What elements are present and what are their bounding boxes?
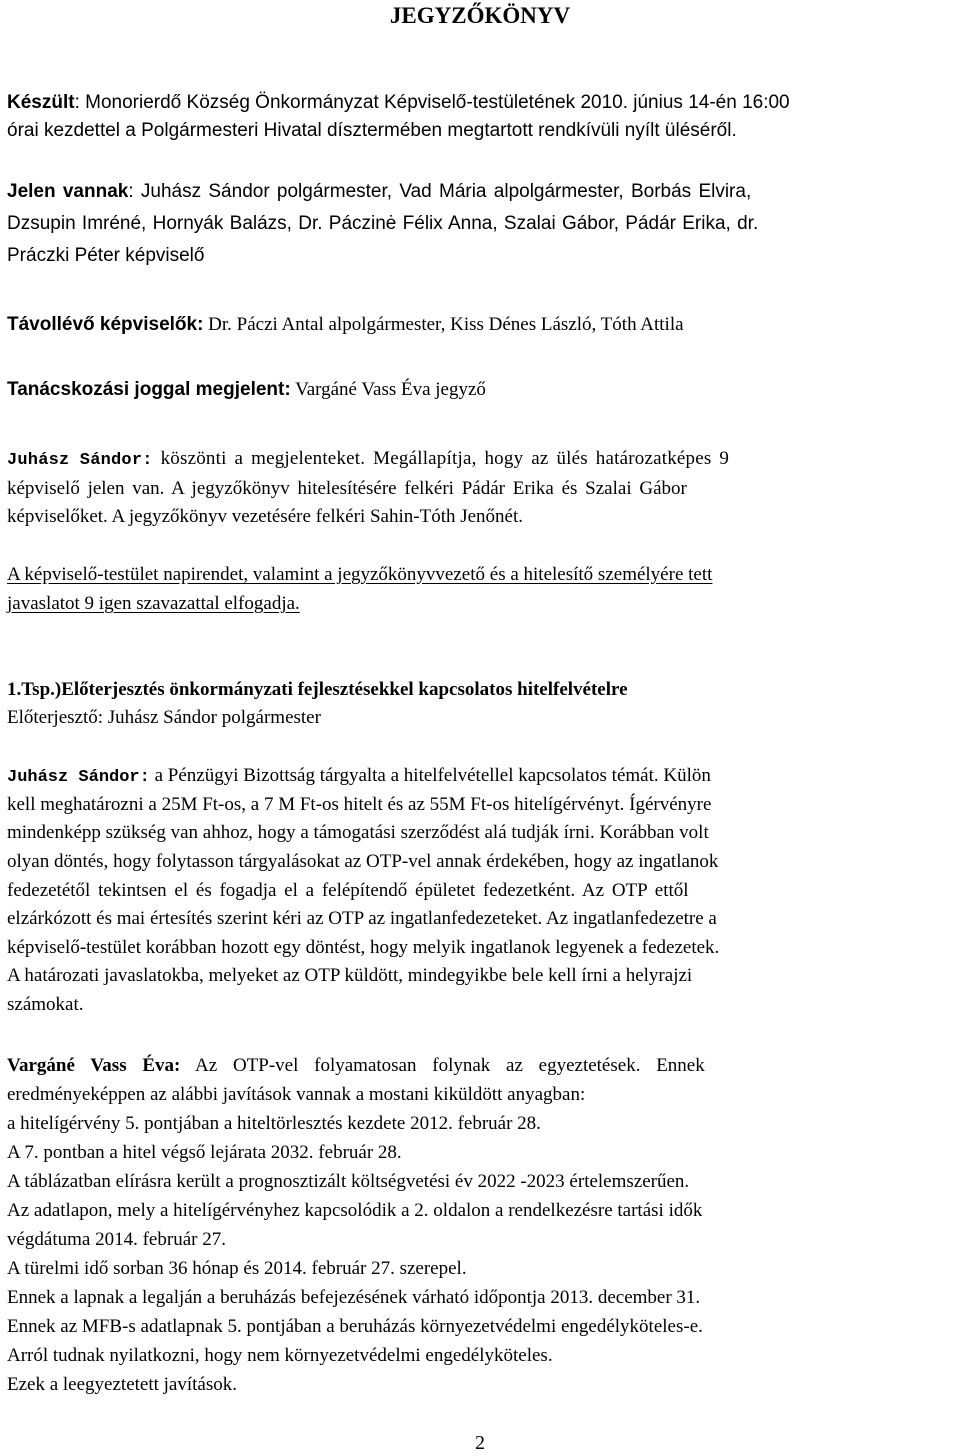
juhasz2-line-8: A határozati javaslatokba, melyeket az OTP küldött, mindegyikbe bele kell írni a helyrajzi (7, 965, 693, 986)
keszult-line-1 (7, 93, 790, 112)
tavollevo-line (7, 315, 684, 334)
juhasz2-label: Juhász Sándor: (7, 768, 150, 787)
juhasz1-line-3: képviselőket. A jegyzőkönyv vezetésére felkéri Sahin-Tóth Jenőnét. (7, 506, 524, 527)
vargane-line-7: végdátuma 2014. február 27. (7, 1229, 226, 1250)
vargane-line-11: Arról tudnak nyilatkozni, hogy nem környezetvédelmi engedélyköteles. (7, 1345, 553, 1366)
vargane-text-1: Az OTP-vel folyamatosan folynak az egyeztetések. Ennek (180, 1055, 705, 1076)
keszult-line-2: órai kezdettel a Polgármesteri Hivatal dísztermében megtartott rendkívüli nyílt üléséről. (7, 120, 737, 141)
vargane-line-6: Az adatlapon, mely a hitelígérvényhez kapcsolódik a 2. oldalon a rendelkezésre tartási idők (7, 1200, 703, 1221)
tanacskozasi-text: Vargáné Vass Éva jegyző (290, 379, 486, 400)
document-title: JEGYZŐKÖNYV (389, 3, 571, 28)
vargane-line-3: a hitelígérvény 5. pontjában a hiteltörlesztés kezdete 2012. február 28. (7, 1113, 541, 1134)
juhasz2-line-1 (7, 766, 711, 786)
juhasz2-text-1: a Pénzügyi Bizottság tárgyalta a hitelfelvétellel kapcsolatos témát. Külön (149, 765, 711, 786)
tavollevo-text: Dr. Páczi Antal alpolgármester, Kiss Dénes László, Tóth Attila (203, 314, 684, 335)
tanacskozasi-label: Tanácskozási joggal megjelent: (7, 379, 291, 400)
juhasz2-line-9: számokat. (7, 994, 84, 1015)
juhasz1-line-2: képviselő jelen van. A jegyzőkönyv hitelesítésére felkéri Pádár Erika és Szalai Gábor (7, 478, 687, 499)
juhasz1-text-1: köszönti a megjelenteket. Megállapítja, hogy az ülés határozatképes 9 (152, 448, 730, 469)
keszult-text-1: : Monorierdő Község Önkormányzat Képviselő-testületének 2010. június 14-én 16:00 (74, 92, 790, 113)
vargane-line-12: Ezek a leegyeztetett javítások. (7, 1374, 237, 1395)
agenda-presenter: Előterjesztő: Juhász Sándor polgármester (7, 707, 321, 728)
juhasz2-line-3: mindenképp szükség van ahhoz, hogy a támogatási szerződést alá tudják írni. Korábban volt (7, 822, 709, 843)
juhasz1-line-1 (7, 449, 729, 469)
vargane-label: Vargáné Vass Éva: (7, 1055, 181, 1076)
jelen-label: Jelen vannak (7, 181, 129, 202)
vargane-line-2: eredményeképpen az alábbi javítások vannak a mostani kiküldött anyagban: (7, 1084, 586, 1105)
tanacskozasi-line (7, 380, 486, 399)
page-number: 2 (475, 1432, 485, 1454)
tavollevo-label: Távollévő képviselők: (7, 314, 204, 335)
juhasz2-line-4: olyan döntés, hogy folytasson tárgyalásokat az OTP-vel annak érdekében, hogy az ingatlanok (7, 851, 719, 872)
jelen-line-2: Dzsupin Imréné, Hornyák Balázs, Dr. Páczinė Félix Anna, Szalai Gábor, Pádár Erika, dr. (7, 213, 759, 234)
jelen-line-3: Práczki Péter képviselő (7, 245, 205, 266)
juhasz2-line-5: fedezetétől tekintsen el és fogadja el a felépítendő épületet fedezetként. Az OTP ettől (7, 880, 689, 901)
napirend-line-1: A képviselő-testület napirendet, valamint a jegyzőkönyvvezető és a hitelesítő személyére tett (7, 564, 713, 585)
juhasz2-line-2: kell meghatározni a 25M Ft-os, a 7 M Ft-os hitelt és az 55M Ft-os hitelígérvényt. Ígérvényre (7, 794, 712, 815)
vargane-line-4: A 7. pontban a hitel végső lejárata 2032. február 28. (7, 1142, 402, 1163)
vargane-line-10: Ennek az MFB-s adatlapnak 5. pontjában a beruházás környezetvédelmi engedélyköteles-e. (7, 1316, 703, 1337)
keszult-label: Készült (7, 92, 75, 113)
agenda-heading: 1.Tsp.)Előterjesztés önkormányzati fejlesztésekkel kapcsolatos hitelfelvételre (7, 679, 628, 700)
juhasz1-label: Juhász Sándor: (7, 451, 153, 470)
jelen-line-1 (7, 182, 751, 201)
vargane-line-8: A türelmi idő sorban 36 hónap és 2014. február 27. szerepel. (7, 1258, 467, 1279)
juhasz2-line-6: elzárkózott és mai értesítés szerint kéri az OTP az ingatlanfedezeteket. Az ingatlanfedezetre a (7, 908, 717, 929)
vargane-line-1 (7, 1056, 705, 1075)
napirend-line-2: javaslatot 9 igen szavazattal elfogadja. (7, 593, 300, 614)
juhasz2-line-7: képviselő-testület korábban hozott egy döntést, hogy melyik ingatlanok legyenek a fedezetek. (7, 937, 720, 958)
vargane-line-9: Ennek a lapnak a legalján a beruházás befejezésének várható időpontja 2013. december 31. (7, 1287, 701, 1308)
jelen-text-1: : Juhász Sándor polgármester, Vad Mária alpolgármester, Borbás Elvira, (128, 181, 752, 202)
vargane-line-5: A táblázatban elírásra került a prognosztizált költségvetési év 2022 -2023 értelemszerűen. (7, 1171, 690, 1192)
